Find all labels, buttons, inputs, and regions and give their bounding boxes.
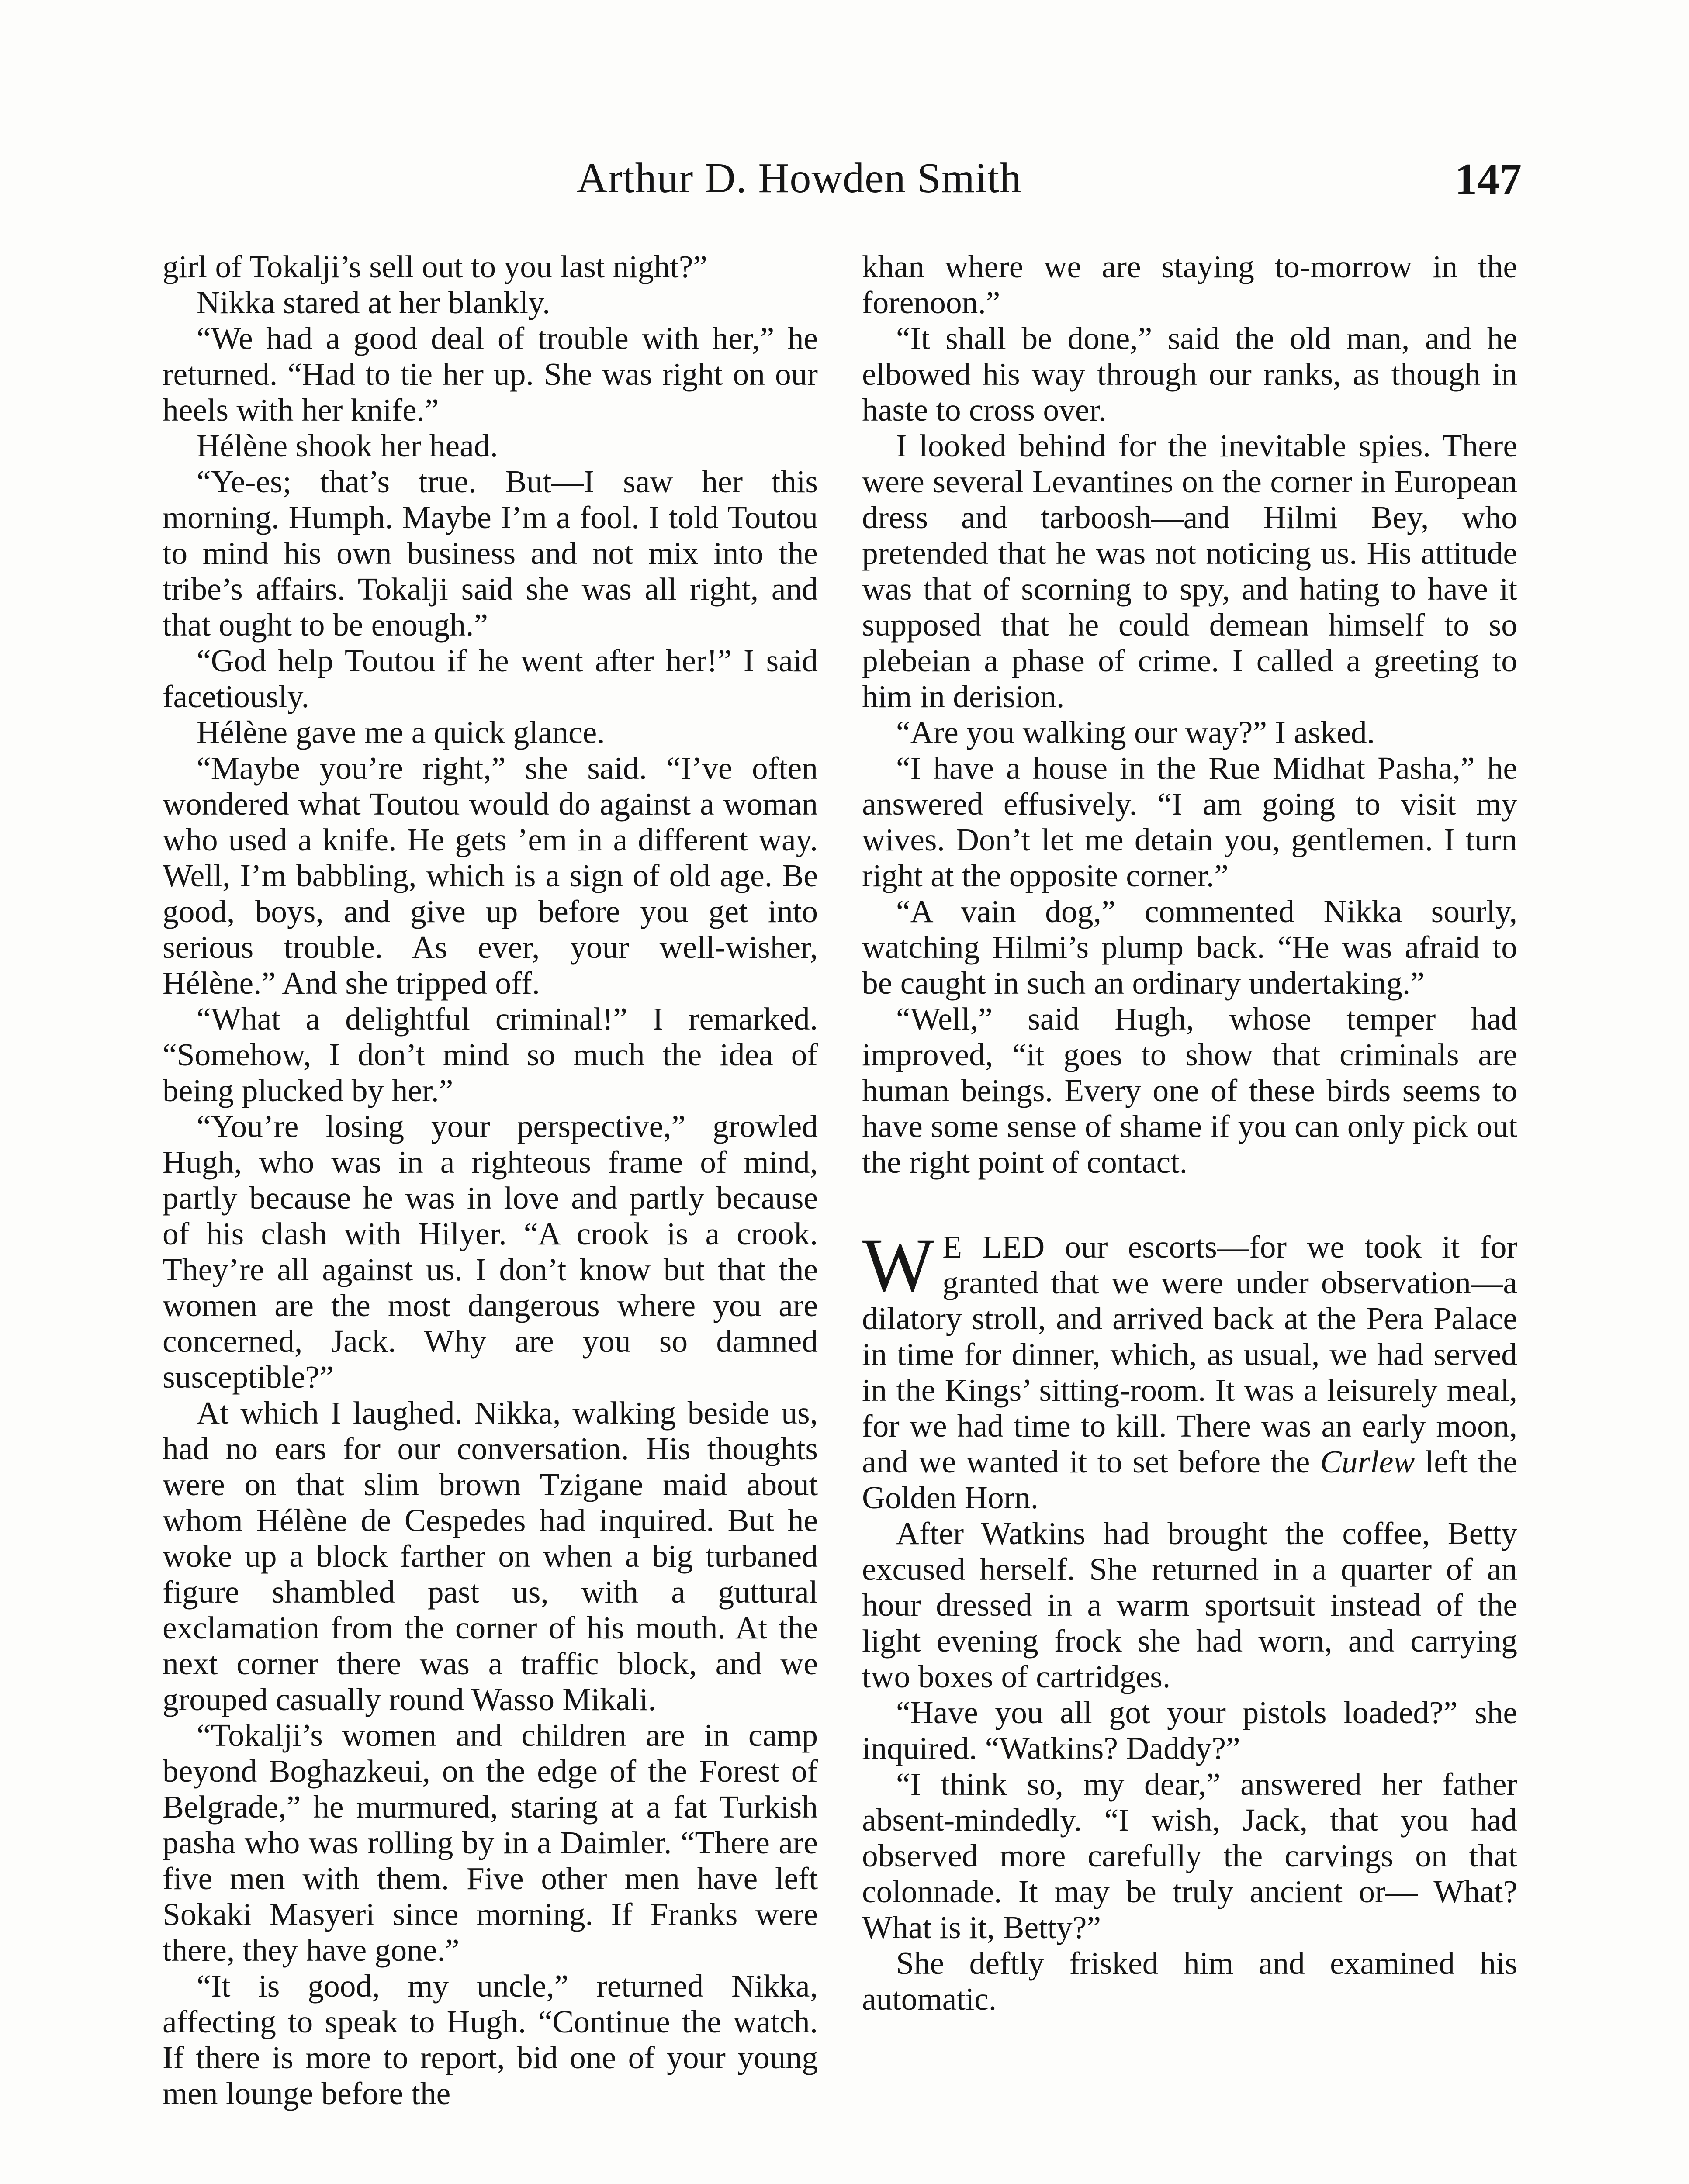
page-number: 147 — [1455, 155, 1522, 204]
drop-cap: W — [862, 1223, 935, 1308]
paragraph: Hélène shook her head. — [197, 428, 498, 463]
paragraph: “A vain dog,” commented Nikka sourly, watching Hilmi’s plump back. “He was afraid to be caught in such an ordinary undertaking.” — [862, 894, 1517, 1001]
paragraph: “Are you walking our way?” I asked. — [896, 715, 1375, 750]
left-column — [163, 249, 818, 2111]
paragraph: khan where we are staying to-morrow in the forenoon.” — [862, 249, 1517, 320]
paragraph: “It shall be done,” said the old man, and he elbowed his way through our ranks, as though in haste to cross over. — [862, 321, 1517, 428]
paragraph: “It is good, my uncle,” returned Nikka, affecting to speak to Hugh. “Continue the watch. If there is more to report, bid one of your young men lounge before the — [163, 1968, 818, 2111]
paragraph: “Maybe you’re right,” she said. “I’ve often wondered what Toutou would do against a woman who used a knife. He gets ’em in a different way. Well, I’m babbling, which is a sign of old age. Be good, boys, and give up before you get into serious trouble. As ever, your well-wisher, Hélène.” And she tripped off. — [163, 750, 818, 1001]
paragraph: “Ye-es; that’s true. But—I saw her this morning. Humph. Maybe I’m a fool. I told Toutou to mind his own business and not mix into the tribe’s affairs. Tokalji said she was all right, and that ought to be enough.” — [163, 464, 818, 643]
section-opening-text-end: left the Golden Horn. — [862, 1444, 1517, 1515]
paragraph: She deftly frisked him and examined his automatic. — [862, 1946, 1517, 2017]
paragraph: “What a delightful criminal!” I remarked. “Somehow, I don’t mind so much the idea of being plucked by her.” — [163, 1001, 818, 1108]
paragraph: At which I laughed. Nikka, walking beside us, had no ears for our conversation. His thoughts were on that slim brown Tzigane maid about whom Hélène de Cespedes had inquired. But he woke up a block farther on when a big turbaned figure shambled past us, with a guttural exclamation from the corner of his mouth. At the next corner there was a traffic block, and we grouped casually round Wasso Mikali. — [163, 1395, 818, 1717]
paragraph: girl of Tokalji’s sell out to you last night?” — [163, 249, 707, 284]
paragraph: I looked behind for the inevitable spies. There were several Levantines on the corner in European dress and tarboosh—and Hilmi Bey, who pretended that he was not noticing us. His attitude was that of scorning to spy, and hating to have it supposed that he could demean himself to so plebeian a phase of crime. I called a greeting to him in derision. — [862, 428, 1517, 714]
paragraph: “God help Toutou if he went after her!” I said facetiously. — [163, 643, 818, 714]
paragraph: Nikka stared at her blankly. — [197, 285, 550, 320]
paragraph: After Watkins had brought the coffee, Betty excused herself. She returned in a quarter of an hour dressed in a warm sportsuit instead of the light evening frock she had worn, and carrying two boxes of cartridges. — [862, 1516, 1517, 1694]
paragraph: “Tokalji’s women and children are in camp beyond Boghazkeui, on the edge of the Forest of Belgrade,” he murmured, staring at a fat Turkish pasha who was rolling by in a Daimler. “There are five men with them. Five other men have left Sokaki Masyeri since morning. If Franks were there, they have gone.” — [163, 1717, 818, 1968]
paragraph: “I think so, my dear,” answered her father absent-mindedly. “I wish, Jack, that you had observed more carefully the carvings on that colonnade. It may be truly ancient or— What? What is it, Betty?” — [862, 1766, 1517, 1945]
paragraph: “Have you all got your pistols loaded?” she inquired. “Watkins? Daddy?” — [862, 1695, 1517, 1766]
paragraph: “Well,” said Hugh, whose temper had improved, “it goes to show that criminals are human beings. Every one of these birds seems to have some sense of shame if you can only pick out the right point of contact. — [862, 1001, 1517, 1180]
paragraph: “You’re losing your perspective,” growled Hugh, who was in a righteous frame of mind, partly because he was in love and partly because of his clash with Hilyer. “A crook is a crook. They’re all against us. I don’t know but that the women are the most dangerous where you are concerned, Jack. Why are you so damned susceptible?” — [163, 1109, 818, 1395]
section-opening-text: E LED our escorts—for we took it for granted that we were under observation—a dilatory stroll, and arrived back at the Pera Palace in time for dinner, which, as usual, we had served in the Kings’ sitting-room. It was a leisurely meal, for we had time to kill. There was an early moon, and we wanted it to set before the — [862, 1229, 1517, 1479]
ship-name: Curlew — [1320, 1444, 1415, 1479]
paragraph: Hélène gave me a quick glance. — [197, 715, 605, 750]
paragraph: “We had a good deal of trouble with her,” he returned. “Had to tie her up. She was right on our heels with her knife.” — [163, 321, 818, 428]
paragraph: “I have a house in the Rue Midhat Pasha,” he answered effusively. “I am going to visit my wives. Don’t let me detain you, gentlemen. I turn right at the opposite corner.” — [862, 750, 1517, 893]
running-head: Arthur D. Howden Smith — [577, 155, 1022, 202]
section-opening-paragraph — [862, 1223, 1517, 1516]
right-column — [862, 249, 1517, 2017]
